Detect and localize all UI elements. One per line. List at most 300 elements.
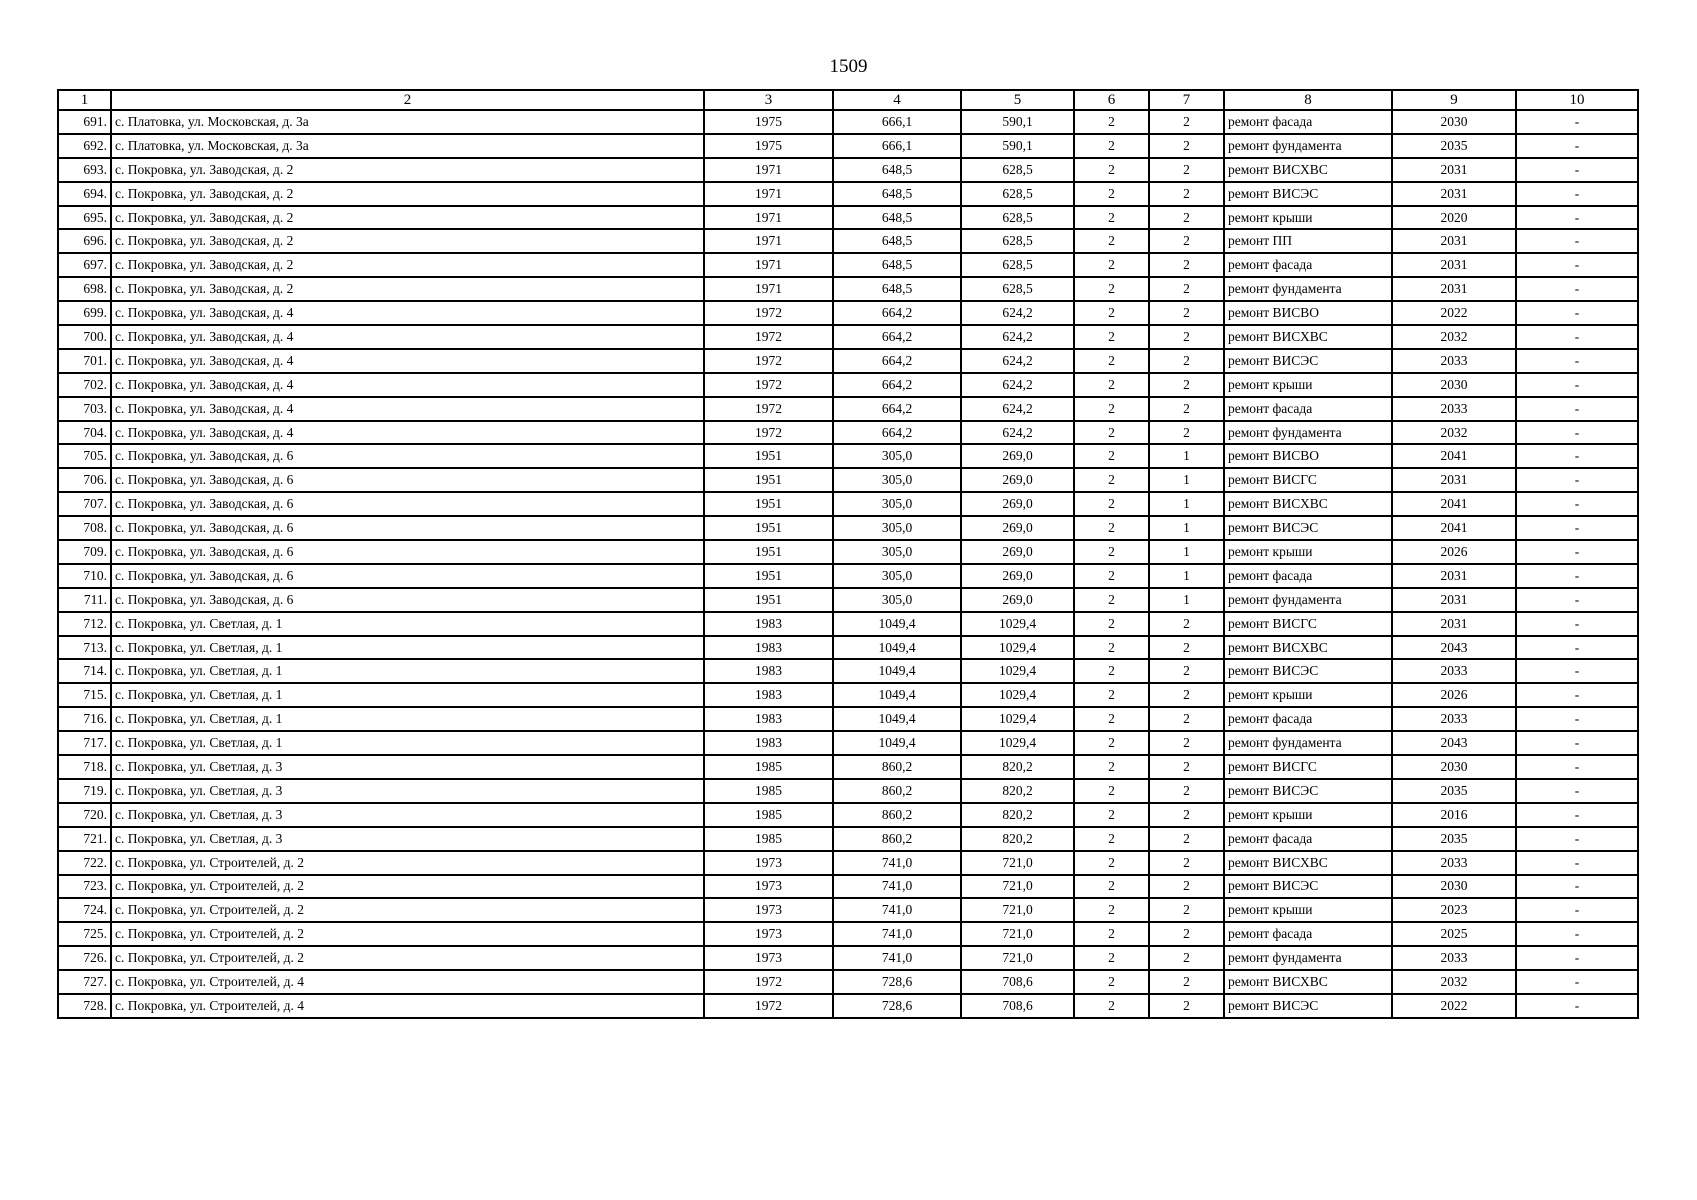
entrances-cell: 1 bbox=[1149, 492, 1224, 516]
note-cell: - bbox=[1516, 612, 1638, 636]
column-header: 3 bbox=[704, 90, 833, 110]
table-row bbox=[58, 373, 1638, 397]
entrances-cell: 2 bbox=[1149, 875, 1224, 899]
note-cell: - bbox=[1516, 946, 1638, 970]
living-area-cell: 1029,4 bbox=[961, 612, 1074, 636]
row-number-cell: 692. bbox=[58, 134, 111, 158]
note-cell: - bbox=[1516, 229, 1638, 253]
table-row bbox=[58, 229, 1638, 253]
entrances-cell: 2 bbox=[1149, 755, 1224, 779]
work-type-cell: ремонт ВИСХВС bbox=[1224, 158, 1392, 182]
planned-year-cell: 2026 bbox=[1392, 540, 1516, 564]
entrances-cell: 2 bbox=[1149, 946, 1224, 970]
living-area-cell: 628,5 bbox=[961, 182, 1074, 206]
entrances-cell: 2 bbox=[1149, 206, 1224, 230]
table-row bbox=[58, 588, 1638, 612]
row-number-cell: 703. bbox=[58, 397, 111, 421]
note-cell: - bbox=[1516, 492, 1638, 516]
row-number-cell: 712. bbox=[58, 612, 111, 636]
row-number-cell: 719. bbox=[58, 779, 111, 803]
note-cell: - bbox=[1516, 922, 1638, 946]
living-area-cell: 820,2 bbox=[961, 827, 1074, 851]
entrances-cell: 1 bbox=[1149, 564, 1224, 588]
total-area-cell: 860,2 bbox=[833, 803, 961, 827]
table-row bbox=[58, 158, 1638, 182]
column-header: 4 bbox=[833, 90, 961, 110]
total-area-cell: 305,0 bbox=[833, 540, 961, 564]
planned-year-cell: 2022 bbox=[1392, 301, 1516, 325]
build-year-cell: 1972 bbox=[704, 994, 833, 1018]
total-area-cell: 860,2 bbox=[833, 779, 961, 803]
note-cell: - bbox=[1516, 206, 1638, 230]
note-cell: - bbox=[1516, 707, 1638, 731]
build-year-cell: 1975 bbox=[704, 110, 833, 134]
entrances-cell: 2 bbox=[1149, 373, 1224, 397]
floors-cell: 2 bbox=[1074, 707, 1149, 731]
planned-year-cell: 2026 bbox=[1392, 683, 1516, 707]
build-year-cell: 1972 bbox=[704, 373, 833, 397]
build-year-cell: 1985 bbox=[704, 779, 833, 803]
planned-year-cell: 2035 bbox=[1392, 134, 1516, 158]
floors-cell: 2 bbox=[1074, 229, 1149, 253]
table-row bbox=[58, 731, 1638, 755]
entrances-cell: 1 bbox=[1149, 444, 1224, 468]
table-row bbox=[58, 468, 1638, 492]
floors-cell: 2 bbox=[1074, 755, 1149, 779]
build-year-cell: 1971 bbox=[704, 277, 833, 301]
row-number-cell: 697. bbox=[58, 253, 111, 277]
build-year-cell: 1951 bbox=[704, 540, 833, 564]
total-area-cell: 741,0 bbox=[833, 922, 961, 946]
row-number-cell: 698. bbox=[58, 277, 111, 301]
note-cell: - bbox=[1516, 994, 1638, 1018]
address-cell: с. Покровка, ул. Заводская, д. 6 bbox=[111, 540, 704, 564]
planned-year-cell: 2041 bbox=[1392, 516, 1516, 540]
row-number-cell: 722. bbox=[58, 851, 111, 875]
work-type-cell: ремонт ВИСВО bbox=[1224, 301, 1392, 325]
total-area-cell: 728,6 bbox=[833, 970, 961, 994]
note-cell: - bbox=[1516, 516, 1638, 540]
floors-cell: 2 bbox=[1074, 994, 1149, 1018]
address-cell: с. Платовка, ул. Московская, д. 3а bbox=[111, 110, 704, 134]
work-type-cell: ремонт ВИСГС bbox=[1224, 755, 1392, 779]
note-cell: - bbox=[1516, 277, 1638, 301]
address-cell: с. Покровка, ул. Светлая, д. 3 bbox=[111, 803, 704, 827]
work-type-cell: ремонт фасада bbox=[1224, 110, 1392, 134]
floors-cell: 2 bbox=[1074, 492, 1149, 516]
address-cell: с. Покровка, ул. Светлая, д. 1 bbox=[111, 612, 704, 636]
floors-cell: 2 bbox=[1074, 206, 1149, 230]
address-cell: с. Покровка, ул. Светлая, д. 3 bbox=[111, 755, 704, 779]
build-year-cell: 1972 bbox=[704, 970, 833, 994]
column-number-row bbox=[58, 90, 1638, 110]
note-cell: - bbox=[1516, 659, 1638, 683]
living-area-cell: 269,0 bbox=[961, 588, 1074, 612]
planned-year-cell: 2031 bbox=[1392, 588, 1516, 612]
work-type-cell: ремонт ВИСХВС bbox=[1224, 970, 1392, 994]
note-cell: - bbox=[1516, 564, 1638, 588]
planned-year-cell: 2033 bbox=[1392, 946, 1516, 970]
living-area-cell: 820,2 bbox=[961, 755, 1074, 779]
living-area-cell: 1029,4 bbox=[961, 636, 1074, 660]
column-header: 7 bbox=[1149, 90, 1224, 110]
build-year-cell: 1973 bbox=[704, 898, 833, 922]
total-area-cell: 305,0 bbox=[833, 444, 961, 468]
planned-year-cell: 2041 bbox=[1392, 444, 1516, 468]
living-area-cell: 721,0 bbox=[961, 875, 1074, 899]
address-cell: с. Покровка, ул. Заводская, д. 6 bbox=[111, 588, 704, 612]
floors-cell: 2 bbox=[1074, 325, 1149, 349]
address-cell: с. Покровка, ул. Светлая, д. 3 bbox=[111, 779, 704, 803]
entrances-cell: 2 bbox=[1149, 158, 1224, 182]
floors-cell: 2 bbox=[1074, 468, 1149, 492]
note-cell: - bbox=[1516, 253, 1638, 277]
work-type-cell: ремонт ВИСГС bbox=[1224, 468, 1392, 492]
total-area-cell: 741,0 bbox=[833, 875, 961, 899]
entrances-cell: 1 bbox=[1149, 540, 1224, 564]
row-number-cell: 715. bbox=[58, 683, 111, 707]
total-area-cell: 305,0 bbox=[833, 492, 961, 516]
planned-year-cell: 2030 bbox=[1392, 110, 1516, 134]
table-row bbox=[58, 636, 1638, 660]
living-area-cell: 269,0 bbox=[961, 564, 1074, 588]
entrances-cell: 2 bbox=[1149, 994, 1224, 1018]
living-area-cell: 721,0 bbox=[961, 851, 1074, 875]
build-year-cell: 1972 bbox=[704, 421, 833, 445]
table-row bbox=[58, 683, 1638, 707]
planned-year-cell: 2043 bbox=[1392, 636, 1516, 660]
note-cell: - bbox=[1516, 444, 1638, 468]
table-row bbox=[58, 301, 1638, 325]
floors-cell: 2 bbox=[1074, 612, 1149, 636]
living-area-cell: 1029,4 bbox=[961, 659, 1074, 683]
address-cell: с. Покровка, ул. Заводская, д. 6 bbox=[111, 468, 704, 492]
floors-cell: 2 bbox=[1074, 444, 1149, 468]
entrances-cell: 2 bbox=[1149, 659, 1224, 683]
row-number-cell: 705. bbox=[58, 444, 111, 468]
total-area-cell: 728,6 bbox=[833, 994, 961, 1018]
build-year-cell: 1971 bbox=[704, 182, 833, 206]
build-year-cell: 1951 bbox=[704, 588, 833, 612]
total-area-cell: 305,0 bbox=[833, 516, 961, 540]
floors-cell: 2 bbox=[1074, 827, 1149, 851]
total-area-cell: 648,5 bbox=[833, 158, 961, 182]
work-type-cell: ремонт фундамента bbox=[1224, 946, 1392, 970]
column-header: 6 bbox=[1074, 90, 1149, 110]
work-type-cell: ремонт фасада bbox=[1224, 922, 1392, 946]
build-year-cell: 1951 bbox=[704, 492, 833, 516]
address-cell: с. Покровка, ул. Светлая, д. 1 bbox=[111, 659, 704, 683]
living-area-cell: 628,5 bbox=[961, 158, 1074, 182]
address-cell: с. Покровка, ул. Светлая, д. 1 bbox=[111, 731, 704, 755]
build-year-cell: 1983 bbox=[704, 612, 833, 636]
column-header: 5 bbox=[961, 90, 1074, 110]
row-number-cell: 725. bbox=[58, 922, 111, 946]
work-type-cell: ремонт фундамента bbox=[1224, 421, 1392, 445]
row-number-cell: 693. bbox=[58, 158, 111, 182]
work-type-cell: ремонт ВИСХВС bbox=[1224, 851, 1392, 875]
planned-year-cell: 2031 bbox=[1392, 277, 1516, 301]
work-type-cell: ремонт крыши bbox=[1224, 803, 1392, 827]
build-year-cell: 1951 bbox=[704, 516, 833, 540]
address-cell: с. Покровка, ул. Строителей, д. 2 bbox=[111, 898, 704, 922]
row-number-cell: 728. bbox=[58, 994, 111, 1018]
entrances-cell: 2 bbox=[1149, 253, 1224, 277]
build-year-cell: 1983 bbox=[704, 683, 833, 707]
work-type-cell: ремонт ВИСВО bbox=[1224, 444, 1392, 468]
living-area-cell: 1029,4 bbox=[961, 731, 1074, 755]
floors-cell: 2 bbox=[1074, 922, 1149, 946]
build-year-cell: 1951 bbox=[704, 468, 833, 492]
table-row bbox=[58, 755, 1638, 779]
address-cell: с. Покровка, ул. Светлая, д. 1 bbox=[111, 636, 704, 660]
table-row bbox=[58, 540, 1638, 564]
entrances-cell: 2 bbox=[1149, 421, 1224, 445]
row-number-cell: 700. bbox=[58, 325, 111, 349]
row-number-cell: 691. bbox=[58, 110, 111, 134]
total-area-cell: 741,0 bbox=[833, 851, 961, 875]
living-area-cell: 1029,4 bbox=[961, 683, 1074, 707]
planned-year-cell: 2016 bbox=[1392, 803, 1516, 827]
row-number-cell: 720. bbox=[58, 803, 111, 827]
table-row bbox=[58, 827, 1638, 851]
build-year-cell: 1971 bbox=[704, 253, 833, 277]
note-cell: - bbox=[1516, 636, 1638, 660]
table-row bbox=[58, 898, 1638, 922]
living-area-cell: 628,5 bbox=[961, 277, 1074, 301]
row-number-cell: 694. bbox=[58, 182, 111, 206]
total-area-cell: 305,0 bbox=[833, 468, 961, 492]
address-cell: с. Покровка, ул. Заводская, д. 2 bbox=[111, 229, 704, 253]
entrances-cell: 2 bbox=[1149, 636, 1224, 660]
address-cell: с. Покровка, ул. Светлая, д. 1 bbox=[111, 707, 704, 731]
note-cell: - bbox=[1516, 468, 1638, 492]
planned-year-cell: 2030 bbox=[1392, 875, 1516, 899]
planned-year-cell: 2031 bbox=[1392, 564, 1516, 588]
entrances-cell: 2 bbox=[1149, 731, 1224, 755]
column-header: 9 bbox=[1392, 90, 1516, 110]
row-number-cell: 727. bbox=[58, 970, 111, 994]
total-area-cell: 741,0 bbox=[833, 946, 961, 970]
work-type-cell: ремонт ВИСГС bbox=[1224, 612, 1392, 636]
build-year-cell: 1985 bbox=[704, 827, 833, 851]
work-type-cell: ремонт ВИСХВС bbox=[1224, 492, 1392, 516]
note-cell: - bbox=[1516, 349, 1638, 373]
row-number-cell: 726. bbox=[58, 946, 111, 970]
note-cell: - bbox=[1516, 301, 1638, 325]
entrances-cell: 2 bbox=[1149, 922, 1224, 946]
address-cell: с. Покровка, ул. Заводская, д. 4 bbox=[111, 397, 704, 421]
address-cell: с. Покровка, ул. Строителей, д. 2 bbox=[111, 946, 704, 970]
entrances-cell: 2 bbox=[1149, 277, 1224, 301]
build-year-cell: 1985 bbox=[704, 803, 833, 827]
row-number-cell: 711. bbox=[58, 588, 111, 612]
work-type-cell: ремонт фасада bbox=[1224, 564, 1392, 588]
column-header: 8 bbox=[1224, 90, 1392, 110]
row-number-cell: 699. bbox=[58, 301, 111, 325]
note-cell: - bbox=[1516, 875, 1638, 899]
entrances-cell: 2 bbox=[1149, 898, 1224, 922]
note-cell: - bbox=[1516, 803, 1638, 827]
address-cell: с. Покровка, ул. Заводская, д. 4 bbox=[111, 325, 704, 349]
note-cell: - bbox=[1516, 373, 1638, 397]
row-number-cell: 704. bbox=[58, 421, 111, 445]
build-year-cell: 1971 bbox=[704, 206, 833, 230]
build-year-cell: 1972 bbox=[704, 397, 833, 421]
row-number-cell: 713. bbox=[58, 636, 111, 660]
total-area-cell: 1049,4 bbox=[833, 683, 961, 707]
table-row bbox=[58, 492, 1638, 516]
row-number-cell: 695. bbox=[58, 206, 111, 230]
living-area-cell: 624,2 bbox=[961, 397, 1074, 421]
entrances-cell: 2 bbox=[1149, 397, 1224, 421]
build-year-cell: 1971 bbox=[704, 158, 833, 182]
row-number-cell: 718. bbox=[58, 755, 111, 779]
address-cell: с. Покровка, ул. Строителей, д. 2 bbox=[111, 875, 704, 899]
work-type-cell: ремонт фасада bbox=[1224, 827, 1392, 851]
planned-year-cell: 2035 bbox=[1392, 827, 1516, 851]
floors-cell: 2 bbox=[1074, 731, 1149, 755]
floors-cell: 2 bbox=[1074, 253, 1149, 277]
work-type-cell: ремонт ВИСЭС bbox=[1224, 659, 1392, 683]
entrances-cell: 1 bbox=[1149, 468, 1224, 492]
floors-cell: 2 bbox=[1074, 158, 1149, 182]
entrances-cell: 1 bbox=[1149, 588, 1224, 612]
build-year-cell: 1975 bbox=[704, 134, 833, 158]
planned-year-cell: 2031 bbox=[1392, 158, 1516, 182]
column-header: 10 bbox=[1516, 90, 1638, 110]
planned-year-cell: 2041 bbox=[1392, 492, 1516, 516]
total-area-cell: 648,5 bbox=[833, 277, 961, 301]
table-row bbox=[58, 325, 1638, 349]
note-cell: - bbox=[1516, 851, 1638, 875]
build-year-cell: 1973 bbox=[704, 851, 833, 875]
table-row bbox=[58, 946, 1638, 970]
floors-cell: 2 bbox=[1074, 683, 1149, 707]
work-type-cell: ремонт фундамента bbox=[1224, 588, 1392, 612]
planned-year-cell: 2032 bbox=[1392, 970, 1516, 994]
entrances-cell: 2 bbox=[1149, 779, 1224, 803]
living-area-cell: 708,6 bbox=[961, 994, 1074, 1018]
living-area-cell: 590,1 bbox=[961, 134, 1074, 158]
planned-year-cell: 2030 bbox=[1392, 373, 1516, 397]
work-type-cell: ремонт крыши bbox=[1224, 683, 1392, 707]
table-row bbox=[58, 421, 1638, 445]
row-number-cell: 714. bbox=[58, 659, 111, 683]
work-type-cell: ремонт фасада bbox=[1224, 707, 1392, 731]
build-year-cell: 1972 bbox=[704, 301, 833, 325]
total-area-cell: 664,2 bbox=[833, 301, 961, 325]
planned-year-cell: 2022 bbox=[1392, 994, 1516, 1018]
work-type-cell: ремонт ВИСЭС bbox=[1224, 182, 1392, 206]
table-row bbox=[58, 349, 1638, 373]
row-number-cell: 708. bbox=[58, 516, 111, 540]
table-row bbox=[58, 922, 1638, 946]
work-type-cell: ремонт фундамента bbox=[1224, 277, 1392, 301]
build-year-cell: 1983 bbox=[704, 636, 833, 660]
table-row bbox=[58, 851, 1638, 875]
total-area-cell: 741,0 bbox=[833, 898, 961, 922]
build-year-cell: 1983 bbox=[704, 707, 833, 731]
page-number: 1509 bbox=[829, 56, 868, 77]
table-row bbox=[58, 994, 1638, 1018]
planned-year-cell: 2031 bbox=[1392, 468, 1516, 492]
planned-year-cell: 2032 bbox=[1392, 421, 1516, 445]
planned-year-cell: 2043 bbox=[1392, 731, 1516, 755]
address-cell: с. Покровка, ул. Строителей, д. 2 bbox=[111, 851, 704, 875]
living-area-cell: 624,2 bbox=[961, 373, 1074, 397]
table-row bbox=[58, 707, 1638, 731]
planned-year-cell: 2020 bbox=[1392, 206, 1516, 230]
floors-cell: 2 bbox=[1074, 564, 1149, 588]
table-row bbox=[58, 612, 1638, 636]
build-year-cell: 1951 bbox=[704, 444, 833, 468]
planned-year-cell: 2031 bbox=[1392, 229, 1516, 253]
living-area-cell: 269,0 bbox=[961, 492, 1074, 516]
work-type-cell: ремонт ПП bbox=[1224, 229, 1392, 253]
address-cell: с. Покровка, ул. Заводская, д. 6 bbox=[111, 516, 704, 540]
build-year-cell: 1972 bbox=[704, 349, 833, 373]
living-area-cell: 721,0 bbox=[961, 946, 1074, 970]
note-cell: - bbox=[1516, 134, 1638, 158]
entrances-cell: 2 bbox=[1149, 182, 1224, 206]
note-cell: - bbox=[1516, 779, 1638, 803]
living-area-cell: 624,2 bbox=[961, 349, 1074, 373]
floors-cell: 2 bbox=[1074, 421, 1149, 445]
floors-cell: 2 bbox=[1074, 588, 1149, 612]
note-cell: - bbox=[1516, 397, 1638, 421]
total-area-cell: 664,2 bbox=[833, 325, 961, 349]
entrances-cell: 2 bbox=[1149, 970, 1224, 994]
address-cell: с. Покровка, ул. Светлая, д. 3 bbox=[111, 827, 704, 851]
living-area-cell: 269,0 bbox=[961, 540, 1074, 564]
build-year-cell: 1983 bbox=[704, 659, 833, 683]
work-type-cell: ремонт фасада bbox=[1224, 253, 1392, 277]
living-area-cell: 721,0 bbox=[961, 898, 1074, 922]
living-area-cell: 624,2 bbox=[961, 301, 1074, 325]
entrances-cell: 2 bbox=[1149, 683, 1224, 707]
build-year-cell: 1971 bbox=[704, 229, 833, 253]
total-area-cell: 305,0 bbox=[833, 588, 961, 612]
address-cell: с. Покровка, ул. Строителей, д. 2 bbox=[111, 922, 704, 946]
address-cell: с. Покровка, ул. Заводская, д. 4 bbox=[111, 421, 704, 445]
table-row bbox=[58, 277, 1638, 301]
living-area-cell: 269,0 bbox=[961, 444, 1074, 468]
table-row bbox=[58, 779, 1638, 803]
living-area-cell: 269,0 bbox=[961, 516, 1074, 540]
repair-schedule-table bbox=[57, 89, 1639, 1019]
planned-year-cell: 2025 bbox=[1392, 922, 1516, 946]
planned-year-cell: 2033 bbox=[1392, 397, 1516, 421]
table-row bbox=[58, 564, 1638, 588]
floors-cell: 2 bbox=[1074, 779, 1149, 803]
address-cell: с. Покровка, ул. Заводская, д. 2 bbox=[111, 158, 704, 182]
living-area-cell: 590,1 bbox=[961, 110, 1074, 134]
work-type-cell: ремонт крыши bbox=[1224, 540, 1392, 564]
floors-cell: 2 bbox=[1074, 134, 1149, 158]
row-number-cell: 710. bbox=[58, 564, 111, 588]
floors-cell: 2 bbox=[1074, 397, 1149, 421]
entrances-cell: 2 bbox=[1149, 349, 1224, 373]
floors-cell: 2 bbox=[1074, 277, 1149, 301]
total-area-cell: 860,2 bbox=[833, 827, 961, 851]
total-area-cell: 666,1 bbox=[833, 134, 961, 158]
row-number-cell: 709. bbox=[58, 540, 111, 564]
living-area-cell: 269,0 bbox=[961, 468, 1074, 492]
row-number-cell: 706. bbox=[58, 468, 111, 492]
entrances-cell: 2 bbox=[1149, 707, 1224, 731]
table-row bbox=[58, 253, 1638, 277]
